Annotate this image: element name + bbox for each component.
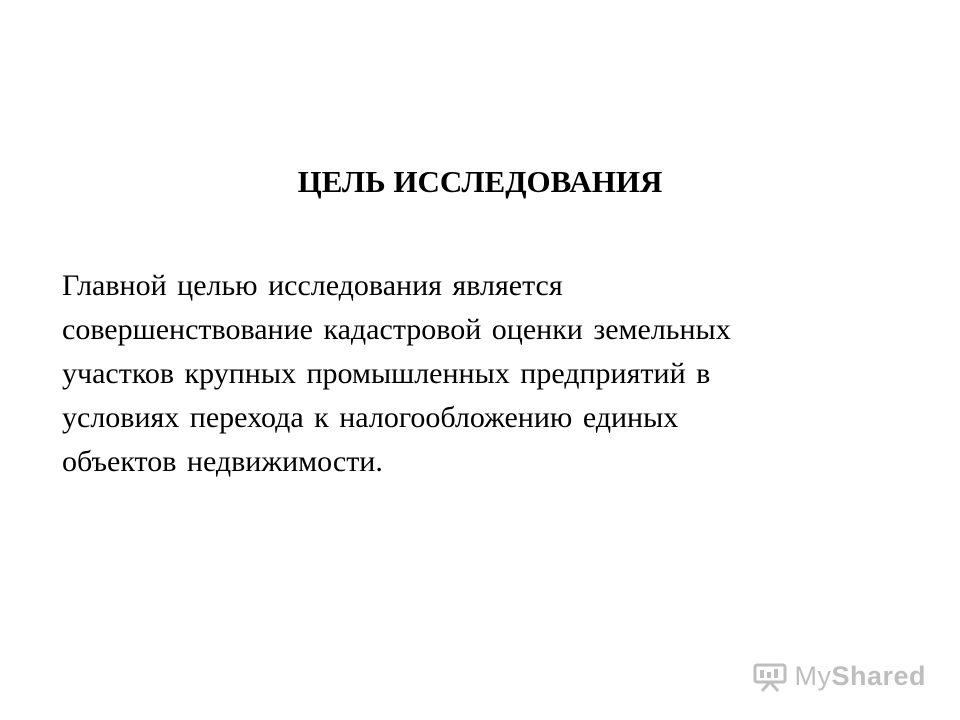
body-line: участков крупных промышленных предприятий в bbox=[62, 357, 711, 390]
watermark-text bbox=[794, 661, 926, 692]
watermark-brand-prefix: My bbox=[794, 661, 832, 691]
body-line: объектов недвижимости. bbox=[62, 445, 383, 478]
watermark-brand-suffix: Shared bbox=[831, 661, 926, 691]
slide-title: ЦЕЛЬ ИССЛЕДОВАНИЯ bbox=[297, 164, 663, 199]
myshared-watermark bbox=[752, 661, 926, 692]
body-line: Главной целью исследования является bbox=[62, 269, 563, 302]
slide-body bbox=[62, 264, 922, 484]
body-line: совершенствование кадастровой оценки земельных bbox=[62, 313, 731, 346]
body-line: условиях перехода к налогообложению единых bbox=[62, 401, 679, 434]
presentation-board-icon bbox=[752, 662, 788, 692]
